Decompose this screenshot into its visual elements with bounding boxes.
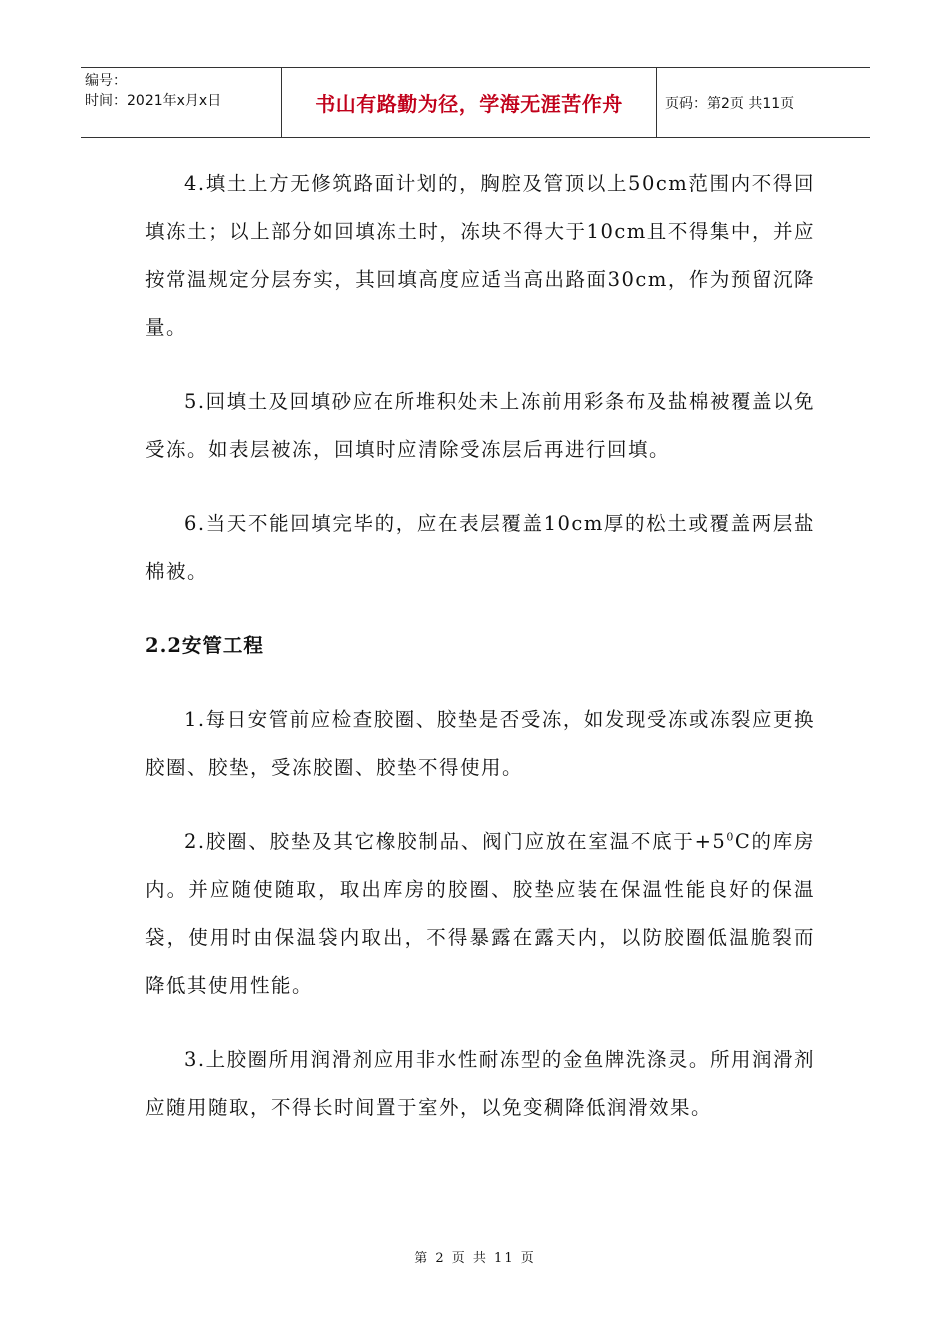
paragraph-2-text-after: C的库房内。并应随使随取，取出库房的胶圈、胶垫应装在保温性能良好的保温袋，使用时由保温袋内取出，不得暴露在露天内，以防胶圈低温脆裂而降低其使用性能。 <box>145 830 815 997</box>
paragraph-2-text-before: 2.胶圈、胶垫及其它橡胶制品、阀门应放在室温不底于+5 <box>184 830 727 853</box>
paragraph-5: 5.回填土及回填砂应在所堆积处未上冻前用彩条布及盐棉被覆盖以免受冻。如表层被冻，回填时应清除受冻层后再进行回填。 <box>145 390 815 461</box>
header-motto: 书山有路勤为径，学海无涯苦作舟 <box>282 68 657 137</box>
header-meta <box>81 68 282 137</box>
section-paragraph-3: 3.上胶圈所用润滑剂应用非水性耐冻型的金鱼牌洗涤灵。所用润滑剂应随用随取，不得长时间置于室外，以免变稠降低润滑效果。 <box>145 1048 815 1119</box>
page-footer: 第 2 页 共 11 页 <box>414 1251 536 1266</box>
section-heading: 2.2安管工程 <box>145 634 264 657</box>
document-date: 时间：2021年x月x日 <box>85 93 222 109</box>
document-number-label: 编号： <box>85 73 127 89</box>
paragraph-6: 6.当天不能回填完毕的，应在表层覆盖10cm厚的松土或覆盖两层盐棉被。 <box>145 512 815 583</box>
header-page-info: 页码：第2页 共11页 <box>665 95 795 112</box>
page-header <box>81 67 870 138</box>
section-paragraph-1: 1.每日安管前应检查胶圈、胶垫是否受冻，如发现受冻或冻裂应更换胶圈、胶垫，受冻胶圈、胶垫不得使用。 <box>145 708 815 779</box>
paragraph-4: 4.填土上方无修筑路面计划的，胸腔及管顶以上50cm范围内不得回填冻土；以上部分如回填冻土时，冻块不得大于10cm且不得集中，并应按常温规定分层夯实，其回填高度应适当高出路面30cm，作为预留沉降量。 <box>145 172 815 339</box>
degree-superscript: 0 <box>726 830 735 844</box>
document-body <box>145 160 815 1158</box>
section-paragraph-2 <box>145 818 815 1010</box>
